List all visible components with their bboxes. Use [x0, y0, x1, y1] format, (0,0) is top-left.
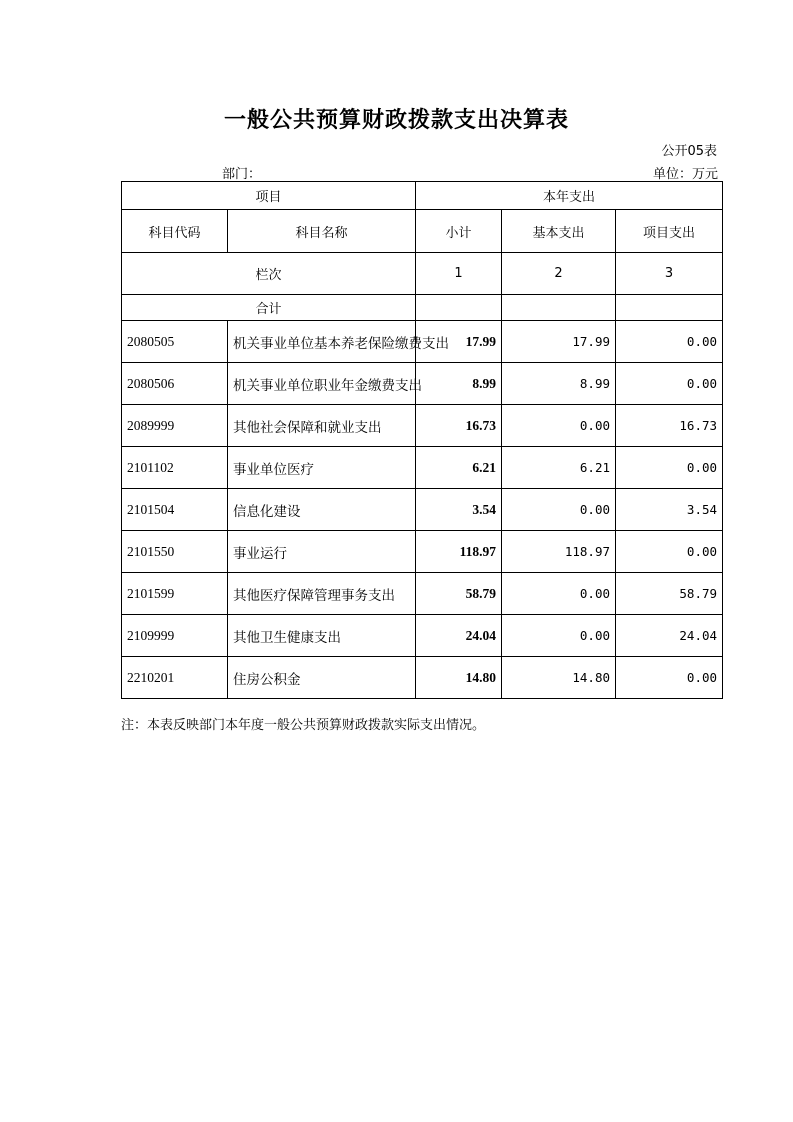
row-name: 机关事业单位基本养老保险缴费支出: [228, 321, 416, 363]
unit-label: 单位：万元: [652, 167, 718, 182]
table-row: [122, 405, 723, 447]
table-row: [122, 321, 723, 363]
row-basic: 0.00: [502, 573, 616, 615]
row-project: 3.54: [616, 489, 723, 531]
header-row-1: [122, 182, 723, 210]
row-code: 2101550: [122, 531, 228, 573]
row-subtotal: 17.99: [416, 321, 502, 363]
row-name: 住房公积金: [228, 657, 416, 699]
row-code: 2089999: [122, 405, 228, 447]
row-subtotal: 118.97: [416, 531, 502, 573]
row-basic: 0.00: [502, 615, 616, 657]
row-code: 2080505: [122, 321, 228, 363]
index-2: 2: [502, 253, 616, 295]
table-body: [122, 182, 723, 699]
table-row: [122, 615, 723, 657]
header-project: 项目支出: [616, 210, 723, 253]
row-name: 机关事业单位职业年金缴费支出: [228, 363, 416, 405]
total-basic: [502, 295, 616, 321]
total-label: 合计: [122, 295, 416, 321]
row-subtotal: 58.79: [416, 573, 502, 615]
row-name: 信息化建设: [228, 489, 416, 531]
row-code: 2109999: [122, 615, 228, 657]
row-code: 2101102: [122, 447, 228, 489]
row-name: 事业单位医疗: [228, 447, 416, 489]
index-3: 3: [616, 253, 723, 295]
document-title: 一般公共预算财政拨款支出决算表: [223, 108, 569, 133]
header-current-year: 本年支出: [416, 182, 723, 210]
table-row: [122, 489, 723, 531]
row-name: 事业运行: [228, 531, 416, 573]
row-code: 2101504: [122, 489, 228, 531]
header-row-2: [122, 210, 723, 253]
row-subtotal: 8.99: [416, 363, 502, 405]
row-project: 16.73: [616, 405, 723, 447]
row-name: 其他医疗保障管理事务支出: [228, 573, 416, 615]
total-subtotal: [416, 295, 502, 321]
total-project: [616, 295, 723, 321]
row-project: 0.00: [616, 447, 723, 489]
row-basic: 6.21: [502, 447, 616, 489]
row-code: 2101599: [122, 573, 228, 615]
header-item: 项目: [122, 182, 416, 210]
row-project: 0.00: [616, 363, 723, 405]
row-project: 58.79: [616, 573, 723, 615]
row-basic: 17.99: [502, 321, 616, 363]
row-basic: 14.80: [502, 657, 616, 699]
row-name: 其他社会保障和就业支出: [228, 405, 416, 447]
row-subtotal: 14.80: [416, 657, 502, 699]
table-row: [122, 363, 723, 405]
header-subtotal: 小计: [416, 210, 502, 253]
row-subtotal: 6.21: [416, 447, 502, 489]
row-project: 0.00: [616, 657, 723, 699]
table-row: [122, 447, 723, 489]
row-code: 2080506: [122, 363, 228, 405]
row-basic: 0.00: [502, 489, 616, 531]
header-basic: 基本支出: [502, 210, 616, 253]
row-name: 其他卫生健康支出: [228, 615, 416, 657]
table-row: [122, 657, 723, 699]
row-basic: 118.97: [502, 531, 616, 573]
row-subtotal: 3.54: [416, 489, 502, 531]
row-project: 24.04: [616, 615, 723, 657]
row-project: 0.00: [616, 531, 723, 573]
table-row: [122, 531, 723, 573]
header-name: 科目名称: [228, 210, 416, 253]
row-subtotal: 16.73: [416, 405, 502, 447]
row-basic: 8.99: [502, 363, 616, 405]
row-basic: 0.00: [502, 405, 616, 447]
footnote: 注：本表反映部门本年度一般公共预算财政拨款实际支出情况。: [121, 718, 486, 733]
index-row: [122, 253, 723, 295]
header-code: 科目代码: [122, 210, 228, 253]
row-code: 2210201: [122, 657, 228, 699]
index-1: 1: [416, 253, 502, 295]
row-subtotal: 24.04: [416, 615, 502, 657]
index-label: 栏次: [122, 253, 416, 295]
total-row: [122, 295, 723, 321]
table-row: [122, 573, 723, 615]
form-number: 公开05表: [661, 144, 717, 159]
expenditure-table: [121, 181, 723, 699]
row-project: 0.00: [616, 321, 723, 363]
department-label: 部门：: [222, 167, 262, 182]
